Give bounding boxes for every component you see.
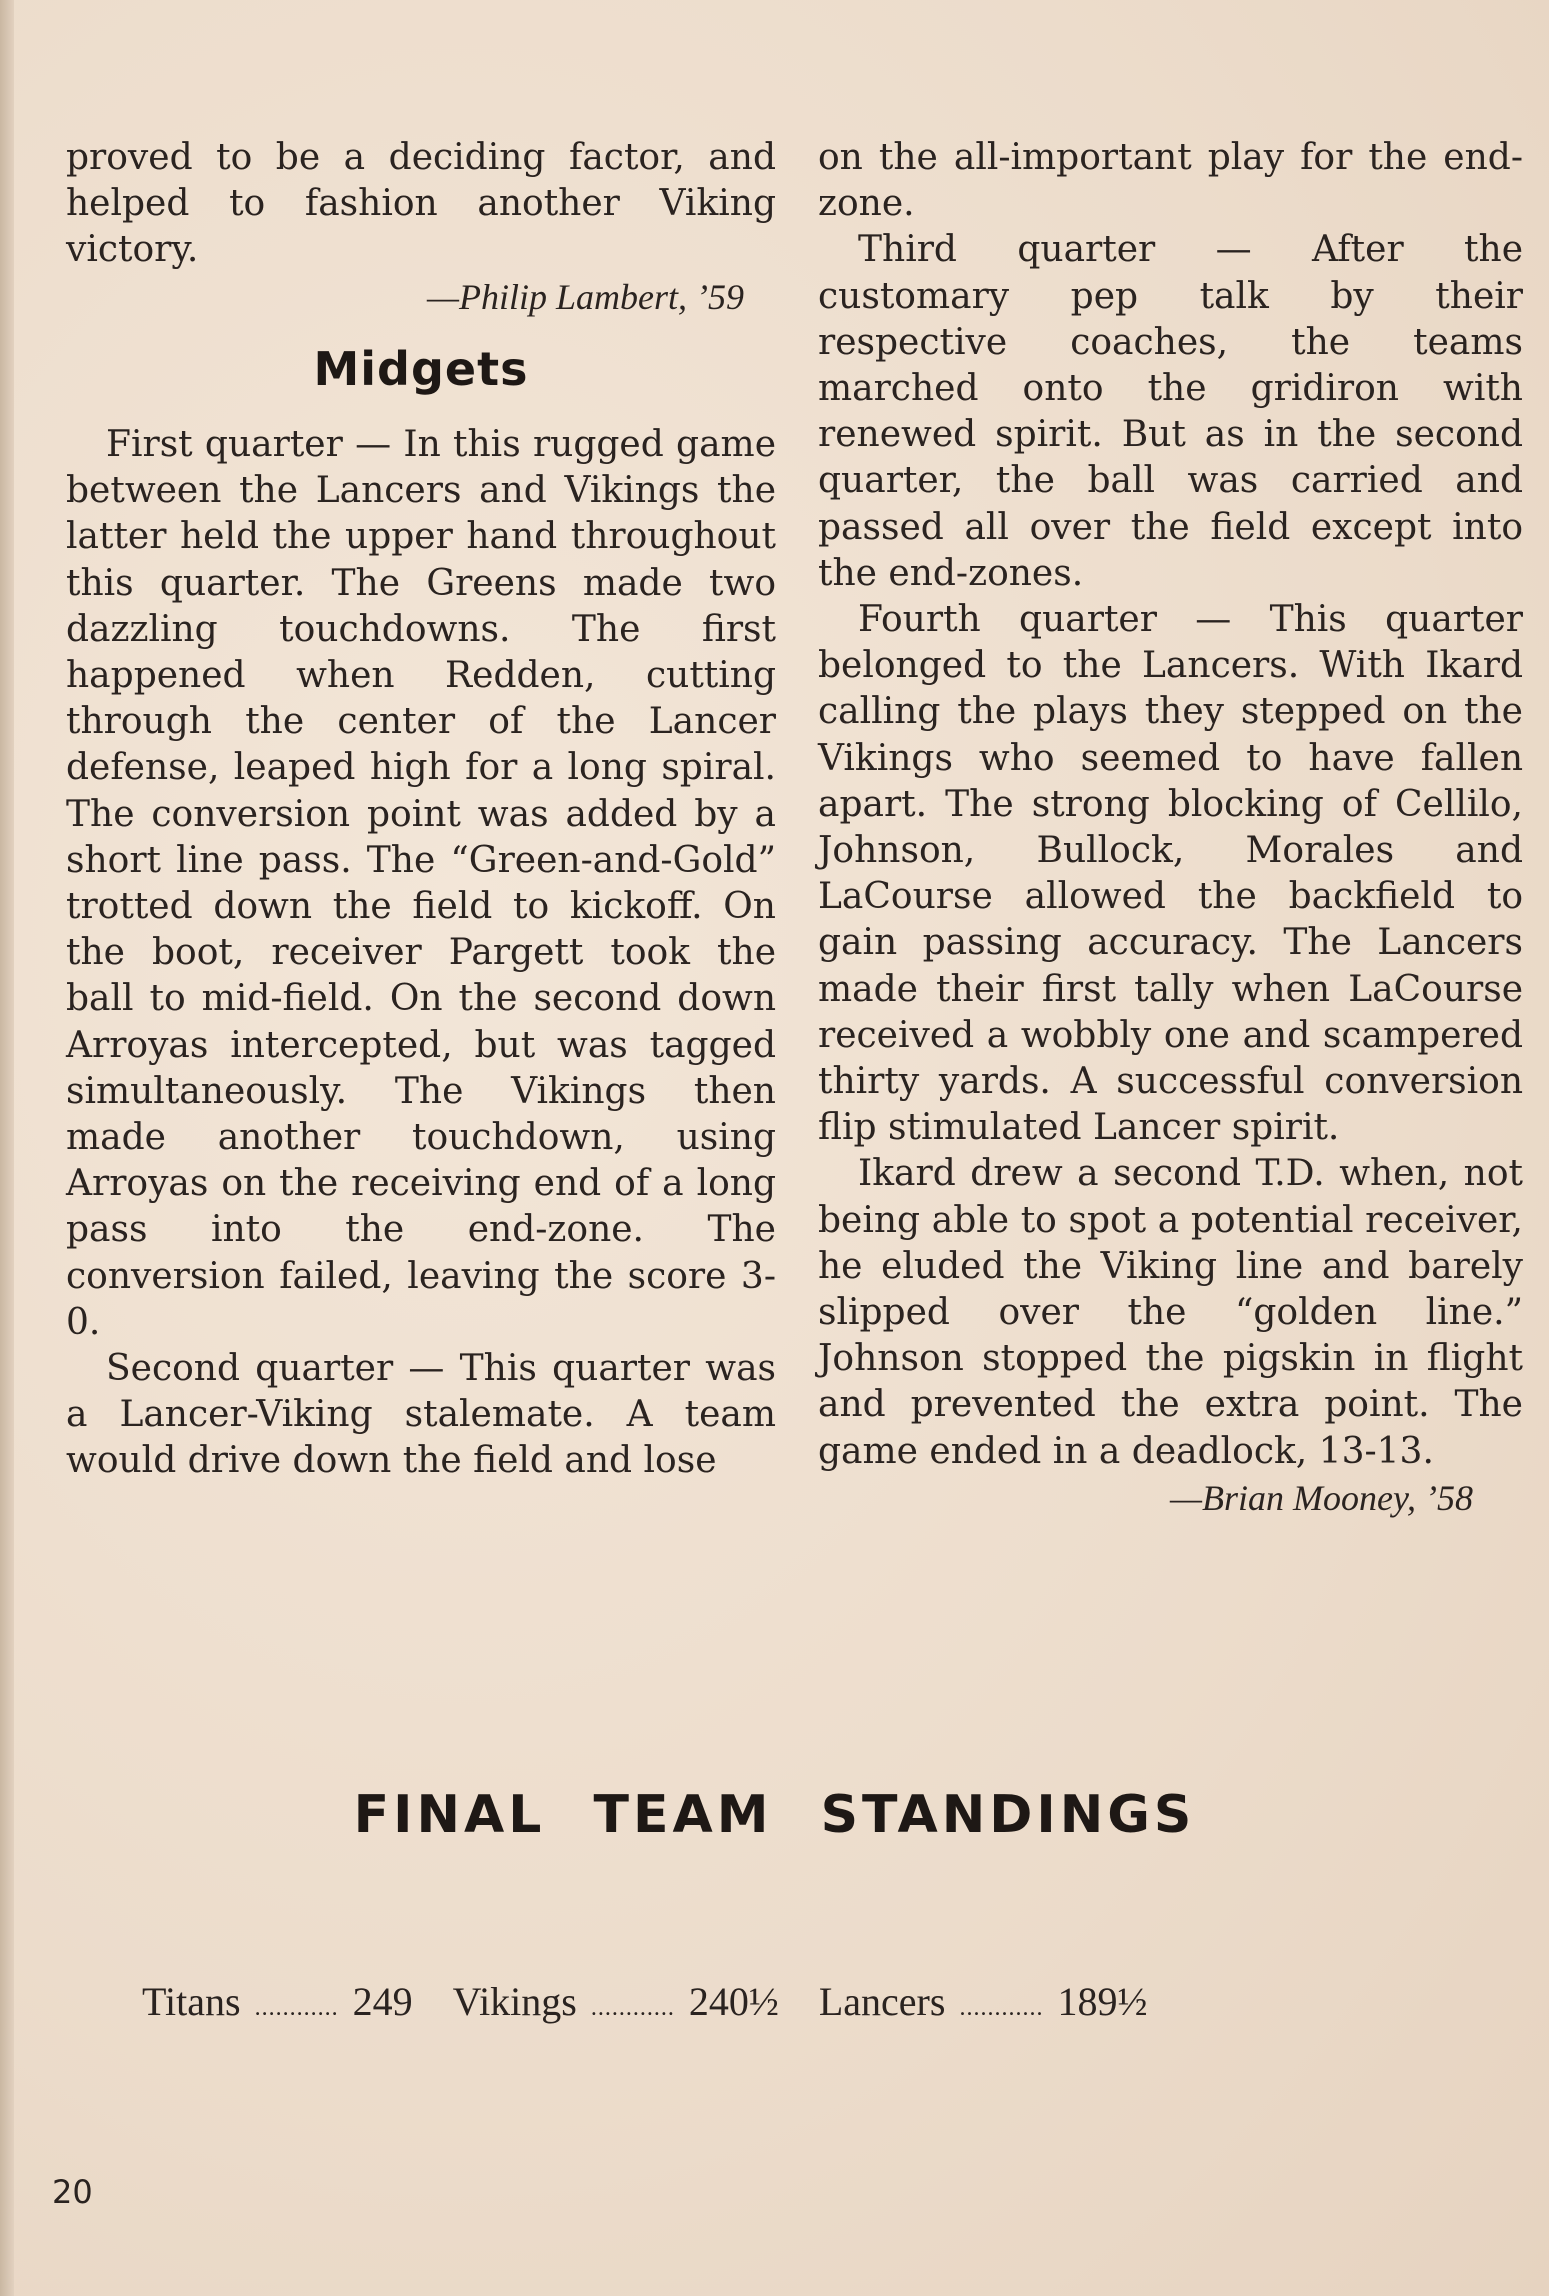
team-name: Lancers [818,1979,946,2024]
final-standings-title: FINAL TEAM STANDINGS [353,1785,1196,1845]
paragraph-second-quarter: Second quarter — This quarter was a Lancer-Viking stalemate. A team would drive down the field and lose [66,1348,776,1482]
team-name: Titans [142,1979,241,2024]
team-name: Vikings [452,1979,577,2024]
right-column [818,135,1523,1521]
paragraph-first-quarter: First quarter — In this rugged game between the Lancers and Vikings the latter held the upper hand throughout this quarter. The Greens made two dazzling touchdowns. The first happened when Redden, cutting through the center of the Lancer defense, leaped high for a long spiral. The conversion point was added by a short line pass. The “Green-and-Gold” trotted down the field to kickoff. On the boot, receiver Pargett took the ball to mid-field. On the second down Arroyas intercepted, but was tagged simultaneously. The Vikings then made another touchdown, using Arroyas on the receiving end of a long pass into the end-zone. The conversion failed, leaving the score 3-0. [66,424,776,1343]
byline-brian-mooney: —Brian Mooney, ’58 [1170,1477,1473,1518]
standing-lancers [819,1978,1148,2025]
paragraph-third-quarter: Third quarter — After the customary pep talk by their respective coaches, the teams marched onto the gridiron with renewed spirit. But as in the second quarter, the ball was carried and passed all over the field except into the end-zones. [818,229,1523,594]
team-points: 249 [352,1979,413,2024]
byline-philip-lambert: —Philip Lambert, ’59 [426,276,744,317]
left-continuation-text: proved to be a deciding factor, and helped to fashion another Viking victory. [66,137,776,271]
left-column [66,135,776,1485]
standings-row [142,1978,1442,2025]
page-number: 20 [52,2173,93,2211]
right-continuation-text: on the all-important play for the end-zone. [818,137,1523,225]
paragraph-fourth-quarter: Fourth quarter — This quarter belonged to the Lancers. With Ikard calling the plays they stepped on the Vikings who seemed to have fallen apart. The strong blocking of Cellilo, Johnson, Bullock, Morales and LaCourse allowed the backfield to gain passing accuracy. The Lancers made their first tally when LaCourse received a wobbly one and scampered thirty yards. A successful conversion flip stimulated Lancer spirit. [818,599,1523,1149]
paragraph-ikard-td: Ikard drew a second T.D. when, not being able to spot a potential receiver, he eluded the Viking line and barely slipped over the “golden line.” Johnson stopped the pigskin in flight and prevented the extra point. The game ended in a deadlock, 13-13. [818,1153,1523,1472]
standing-titans [142,1978,413,2025]
standing-vikings [453,1978,779,2025]
leader-dots: ............ [959,1995,1044,2021]
team-points: 240½ [688,1979,779,2024]
team-points: 189½ [1057,1979,1148,2024]
section-heading-midgets: Midgets [313,341,529,396]
leader-dots: ............ [254,1995,339,2021]
leader-dots: ............ [590,1995,675,2021]
page-binding-edge [0,0,14,2296]
